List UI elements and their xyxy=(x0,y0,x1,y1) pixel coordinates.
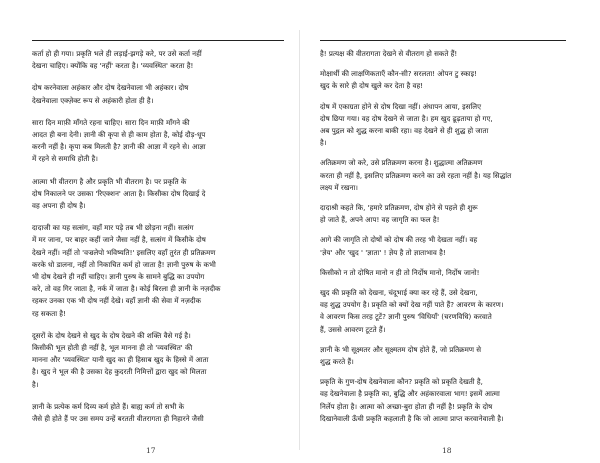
page-number-right: 18 xyxy=(442,446,452,455)
left-paragraph: कर्ता हो ही गया। प्रकृति भले ही लड़ाई-झगड़े करे, पर उसे कर्ता नहीं देखना चाहिए। क्योंकि वह 'नहीं' करता है। 'व्यवस्थित' करता है! xyxy=(32,49,202,71)
right-paragraph: दोष में एकाग्रता होने से दोष दिखा नहीं। अंधापन आया, इसलिए दोष छिपा गया। वह दोष देखने से जाता है। हम खुद ढूढ़ताया हो गए, अब पुद्गल को शुद्ध करना बाकी रहा। वह देखने से ही शुद्ध हो जाता है। xyxy=(320,101,493,148)
left-paragraph: सारा दिन माफ़ी माँगते रहना चाहिए। सारा दिन माफ़ी माँगने की आदत ही बना देनी। ज्ञानी की कृपा से ही काम होता है, कोई दौड़-धूप करनी नहीं है। कृपा कब मिलती है? ज्ञानी की आज्ञा में रहने से। आज्ञा में रहने से समाधि होती है। xyxy=(32,117,206,164)
right-paragraph: ज्ञानी के भी सूक्ष्मतर और सूक्ष्मतम दोष होते हैं, जो प्रतिक्रमण से शुद्ध करते हैं। xyxy=(320,344,482,367)
left-paragraph: दादाजी का यह सत्संग, वहाँ मार पड़े तब भी छोड़ना नहीं। सत्संग में मर जाना, पर बाहर कहीं जाने जैसा नहीं है, सत्संग में किसीके दोष देखने नहीं। नहीं तो 'वज्रलेपो भविष्यति!' इसलिए वहाँ तुरंत ही प्रतिक्रमण करके धो डालना, नहीं तो निकाचित कर्म हो जाता है! ज्ञानी पुरुष के कभी भी दोष देखने ही नहीं चाहिए। ज्ञानी पुरुष के सामने बुद्धि का उपयोग करे, तो वह गिर जाता है, नर्क में जाता है। कोई बिरला ही ज्ञानी के नज़दीक रहकर उनका एक भी दोष नहीं देखे। वहाँ ज्ञानी की सेवा में नज़दीक रह सकता है! xyxy=(32,223,221,318)
left-paragraph: ज्ञानी के प्रत्येक कर्म दिव्य कर्म होते हैं। बाह्य कर्म तो सभी के जैसे ही होते हैं पर उस समय उन्हें बरतती वीतरागता ही निहारने जैसी xyxy=(32,401,204,424)
left-paragraph: दूसरों के दोष देखने से खुद के दोष देखने की शक्ति वैसे गई है। किसीकी भूल होती ही नहीं है, भूल मानना ही तो 'व्यवस्थित' की मानना और 'व्यवस्थित' यानी खुद का ही हिसाब खुद के हिस्से में आता है। खुद ने भूल की है उसका देह कुदरती निमित्तों द्वारा खुद को मिलता है। xyxy=(32,330,209,389)
right-page xyxy=(300,0,600,463)
header-rule-right xyxy=(320,40,566,41)
left-paragraph: दोष करनेवाला अहंकार और दोष देखनेवाला भी अहंकार। दोष देखनेवाला एक्ज़ेक्ट रूप से अहंकारी होता ही है। xyxy=(32,83,189,105)
header-rule-left xyxy=(32,40,284,41)
right-paragraph: अतिक्रमण जो करे, उसे प्रतिक्रमण करना है। शुद्धात्मा अतिक्रमण करता ही नहीं है, इसलिए प्रतिक्रमण करने का उसे रहता नहीं है। यह सिद्धांत लक्ष्य में रखना। xyxy=(320,158,512,192)
right-paragraph: प्रकृति के गुण-दोष देखनेवाला कौन? प्रकृति को प्रकृति देखती है, वह देखनेवाला है प्रकृति का, बुद्धि और अहंकारवाला भाग! इसमें आत्मा निर्लेप होता है। आत्मा को अच्छा-बुरा होता ही नहीं है! प्रकृति के दोष दिखानेवाली ऊँची प्रकृति कहलाती है कि जो आत्मा प्राप्त करवानेवाली है। xyxy=(320,377,504,423)
right-paragraph: मोक्षार्थी की लाक्षणिकताएँ कौन-सी? सरलता! ओपन टु स्काइ! खुद के सारे ही दोष खुले कर देता है वह! xyxy=(320,69,477,91)
right-paragraph: है! प्रत्यक्ष की वीतरागता देखने से वीतराग हो सकते हैं! xyxy=(320,49,458,58)
page-number-left: 17 xyxy=(146,446,156,455)
right-paragraph: खुद की प्रकृति को देखना, चंदूभाई क्या कर रहे हैं, उसे देखना, वह शुद्ध उपयोग है। प्रकृति को क्यों देख नहीं पाते हैं? आवरण के कारण। वे आवरण किस तरह टूटें? ज्ञानी पुरुष 'विधियाँ' (चरणविधि) करवाते हैं, उससे आवरण टूटते हैं। xyxy=(320,288,504,334)
right-paragraph: दादाश्री कहते कि, 'हमारे प्रतिक्रमण, दोष होने से पहले ही शुरू हो जाते हैं, अपने आप! वह जागृति का फल है! xyxy=(320,203,478,225)
left-paragraph: आत्मा भी वीतराग है और प्रकृति भी वीतराग है। पर प्रकृति के दोष निकालने पर उसका 'रिएक्शन' आता है। किसीका दोष दिखाई दे वह अपना ही दोष है। xyxy=(32,176,206,211)
right-paragraph: किसीको न तो दोषित मानो न ही तो निर्दोष मानो, निर्दोष जानो! xyxy=(320,267,480,277)
book-spine xyxy=(299,30,300,450)
right-paragraph: आगे की जागृति तो दोषों को दोष की तरह भी देखता नहीं। वह 'ज्ञेय' और 'खुद ' 'ज्ञाता' ! ज्ञेय है तो ज्ञाताभाव है! xyxy=(320,235,478,257)
